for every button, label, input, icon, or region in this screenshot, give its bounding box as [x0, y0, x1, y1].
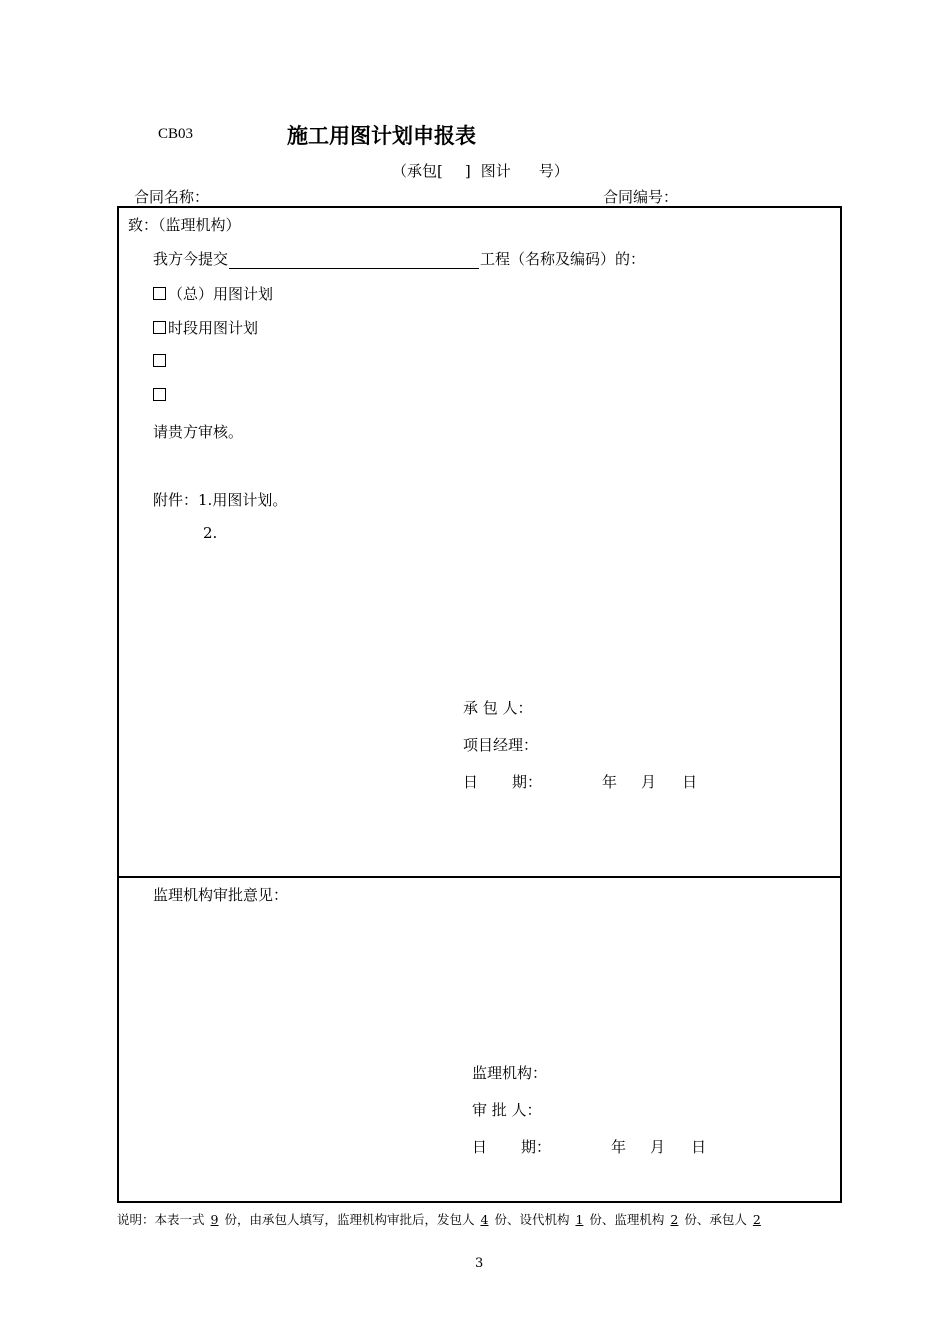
option-blank-2[interactable]: [153, 386, 168, 404]
subtitle-suffix: 号）: [538, 162, 569, 180]
approver-label: 审 批 人：: [472, 1101, 542, 1119]
checkbox-icon[interactable]: [153, 388, 166, 401]
form-title: 施工用图计划申报表: [287, 124, 476, 148]
copies-contractor: [747, 1212, 761, 1227]
submit-suffix: 工程（名称及编码）的：: [480, 250, 646, 268]
date-label-2: 期：: [521, 1138, 552, 1156]
approval-date: [472, 1136, 706, 1157]
copies-supervisor: [664, 1212, 684, 1227]
subtitle-prefix: （承包[: [392, 162, 443, 180]
copies-owner-value: 4: [480, 1212, 489, 1227]
subtitle-doc: 图计: [480, 162, 511, 180]
contract-name-label: 合同名称：: [134, 188, 210, 206]
copies-owner: [474, 1212, 494, 1227]
month-label: 月: [650, 1138, 666, 1156]
date-label: 日: [472, 1138, 488, 1156]
to-line: 致：（监理机构）: [128, 216, 241, 234]
form-code: CB03: [158, 126, 194, 142]
copies-contractor-value: 2: [752, 1212, 761, 1227]
submit-line: [153, 248, 645, 269]
form-subtitle: [392, 160, 569, 181]
submission-date: [463, 771, 697, 792]
agency-label: 监理机构：: [472, 1064, 548, 1082]
form-table: [117, 206, 842, 1203]
copies-total-value: 9: [210, 1212, 219, 1227]
option-period-plan[interactable]: [153, 317, 258, 338]
note-part-2: 份，由承包人填写，监理机构审批后，发包人: [224, 1212, 475, 1227]
month-label: 月: [641, 773, 657, 791]
project-manager-label: 项目经理：: [463, 736, 539, 754]
copies-supervisor-value: 2: [670, 1212, 679, 1227]
option-blank-1[interactable]: [153, 352, 168, 370]
footer-note: [117, 1210, 761, 1228]
project-name-blank[interactable]: [229, 252, 479, 269]
approval-opinion-label: 监理机构审批意见：: [153, 886, 289, 904]
note-part-4: 份、监理机构: [589, 1212, 665, 1227]
date-label-2: 期：: [512, 773, 543, 791]
year-label: 年: [602, 773, 618, 791]
date-label: 日: [463, 773, 479, 791]
contractor-label: 承 包 人：: [463, 699, 533, 717]
note-part-5: 份、承包人: [684, 1212, 747, 1227]
checkbox-icon[interactable]: [153, 321, 166, 334]
subtitle-mid: ]: [464, 162, 471, 180]
day-label: 日: [682, 773, 698, 791]
option-master-plan[interactable]: [153, 283, 273, 304]
submit-prefix: 我方今提交: [153, 250, 229, 268]
checkbox-icon[interactable]: [153, 287, 166, 300]
year-label: 年: [611, 1138, 627, 1156]
attachment-1: 1.用图计划。: [198, 491, 288, 509]
review-request: 请贵方审核。: [153, 423, 244, 441]
attachment-2: 2.: [203, 524, 218, 542]
note-part-3: 份、设代机构: [494, 1212, 570, 1227]
option-label: 时段用图计划: [168, 319, 259, 337]
page-number: 3: [475, 1256, 484, 1271]
contract-no-label: 合同编号：: [603, 188, 679, 206]
option-label: （总）用图计划: [168, 285, 274, 303]
attachments: [153, 489, 287, 510]
attachments-label: 附件：: [153, 491, 199, 509]
copies-design: [569, 1212, 589, 1227]
section-divider: [119, 876, 840, 878]
day-label: 日: [691, 1138, 707, 1156]
copies-design-value: 1: [575, 1212, 584, 1227]
note-part-1: 说明：本表一式: [117, 1212, 205, 1227]
copies-total: [205, 1212, 225, 1227]
checkbox-icon[interactable]: [153, 354, 166, 367]
